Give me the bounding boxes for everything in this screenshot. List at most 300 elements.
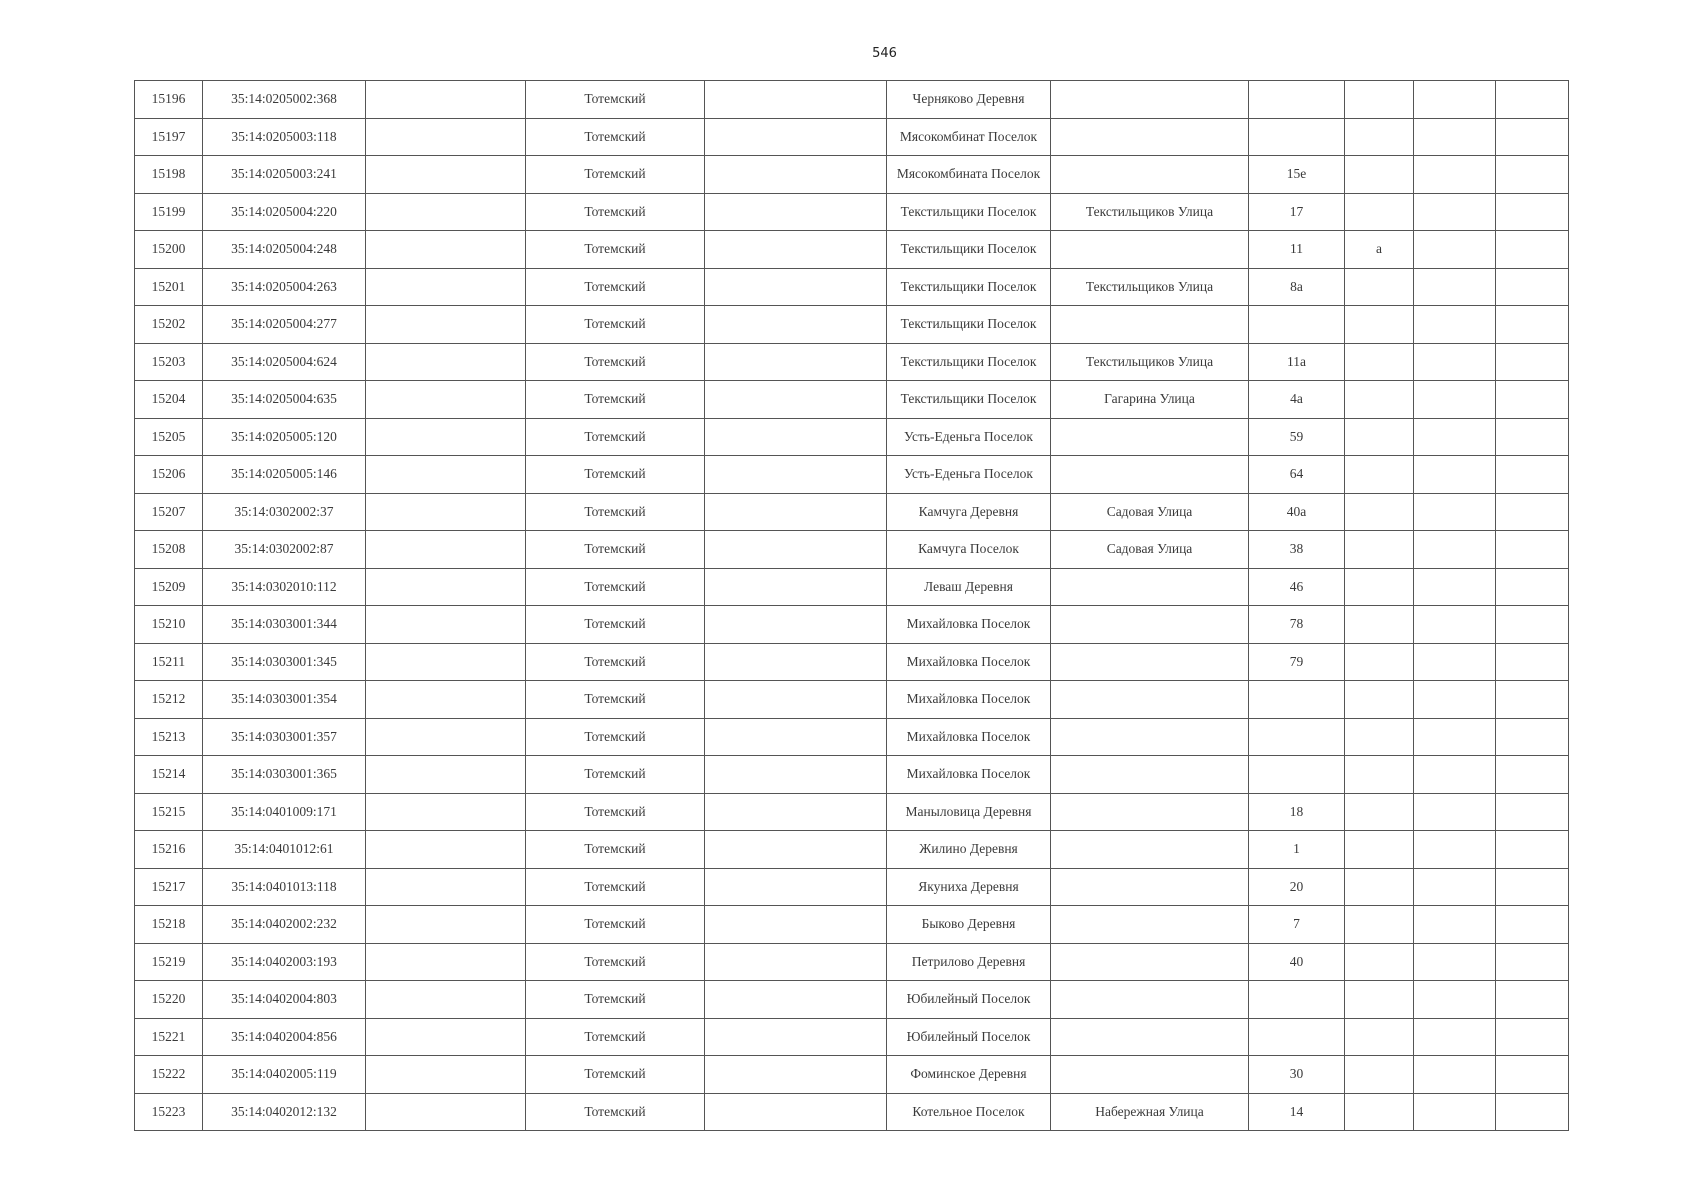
- row-number-cell: 15211: [135, 643, 203, 681]
- empty-cell: [366, 793, 526, 831]
- house-number-cell: [1249, 1018, 1345, 1056]
- cadastral-number-cell: 35:14:0302010:112: [203, 568, 366, 606]
- empty-cell: [1496, 718, 1569, 756]
- street-cell: Набережная Улица: [1051, 1093, 1249, 1131]
- table-row: [135, 456, 1569, 494]
- empty-cell: [1414, 343, 1496, 381]
- cadastral-number-cell: 35:14:0402002:232: [203, 906, 366, 944]
- table-row: [135, 568, 1569, 606]
- district-cell: Тотемский: [526, 868, 705, 906]
- house-number-cell: 8а: [1249, 268, 1345, 306]
- empty-cell: [366, 606, 526, 644]
- letter-cell: [1345, 606, 1414, 644]
- cadastral-number-cell: 35:14:0205004:635: [203, 381, 366, 419]
- cadastral-number-cell: 35:14:0302002:87: [203, 531, 366, 569]
- registry-table: [134, 80, 1569, 1131]
- empty-cell: [1414, 1018, 1496, 1056]
- empty-cell: [366, 81, 526, 119]
- empty-cell: [705, 118, 887, 156]
- cadastral-number-cell: 35:14:0401012:61: [203, 831, 366, 869]
- empty-cell: [366, 568, 526, 606]
- empty-cell: [366, 1056, 526, 1094]
- locality-cell: Текстильщики Поселок: [887, 381, 1051, 419]
- house-number-cell: [1249, 118, 1345, 156]
- house-number-cell: 11: [1249, 231, 1345, 269]
- table-row: [135, 1056, 1569, 1094]
- table-row: [135, 868, 1569, 906]
- table-row: [135, 268, 1569, 306]
- empty-cell: [1496, 981, 1569, 1019]
- street-cell: [1051, 906, 1249, 944]
- house-number-cell: 38: [1249, 531, 1345, 569]
- house-number-cell: [1249, 306, 1345, 344]
- table-row: [135, 493, 1569, 531]
- empty-cell: [366, 231, 526, 269]
- table-row: [135, 231, 1569, 269]
- empty-cell: [705, 231, 887, 269]
- empty-cell: [1414, 118, 1496, 156]
- district-cell: Тотемский: [526, 493, 705, 531]
- row-number-cell: 15214: [135, 756, 203, 794]
- district-cell: Тотемский: [526, 568, 705, 606]
- empty-cell: [705, 1018, 887, 1056]
- empty-cell: [705, 756, 887, 794]
- house-number-cell: 20: [1249, 868, 1345, 906]
- locality-cell: Черняково Деревня: [887, 81, 1051, 119]
- district-cell: Тотемский: [526, 793, 705, 831]
- empty-cell: [1414, 906, 1496, 944]
- street-cell: Текстильщиков Улица: [1051, 193, 1249, 231]
- empty-cell: [1496, 868, 1569, 906]
- empty-cell: [705, 718, 887, 756]
- table-row: [135, 793, 1569, 831]
- empty-cell: [705, 531, 887, 569]
- cadastral-number-cell: 35:14:0205004:248: [203, 231, 366, 269]
- empty-cell: [366, 268, 526, 306]
- row-number-cell: 15219: [135, 943, 203, 981]
- empty-cell: [1496, 343, 1569, 381]
- row-number-cell: 15202: [135, 306, 203, 344]
- cadastral-number-cell: 35:14:0303001:344: [203, 606, 366, 644]
- district-cell: Тотемский: [526, 1093, 705, 1131]
- district-cell: Тотемский: [526, 643, 705, 681]
- locality-cell: Текстильщики Поселок: [887, 193, 1051, 231]
- empty-cell: [1496, 268, 1569, 306]
- table-row: [135, 831, 1569, 869]
- letter-cell: [1345, 531, 1414, 569]
- row-number-cell: 15221: [135, 1018, 203, 1056]
- empty-cell: [1414, 681, 1496, 719]
- empty-cell: [366, 343, 526, 381]
- empty-cell: [1496, 306, 1569, 344]
- letter-cell: [1345, 1018, 1414, 1056]
- locality-cell: Фоминское Деревня: [887, 1056, 1051, 1094]
- empty-cell: [1496, 81, 1569, 119]
- letter-cell: [1345, 418, 1414, 456]
- empty-cell: [1414, 418, 1496, 456]
- district-cell: Тотемский: [526, 831, 705, 869]
- table-row: [135, 981, 1569, 1019]
- house-number-cell: 14: [1249, 1093, 1345, 1131]
- table-row: [135, 906, 1569, 944]
- empty-cell: [705, 156, 887, 194]
- letter-cell: [1345, 681, 1414, 719]
- empty-cell: [366, 906, 526, 944]
- empty-cell: [705, 868, 887, 906]
- row-number-cell: 15220: [135, 981, 203, 1019]
- street-cell: [1051, 418, 1249, 456]
- locality-cell: Юбилейный Поселок: [887, 981, 1051, 1019]
- district-cell: Тотемский: [526, 306, 705, 344]
- district-cell: Тотемский: [526, 118, 705, 156]
- district-cell: Тотемский: [526, 606, 705, 644]
- empty-cell: [1414, 531, 1496, 569]
- empty-cell: [1496, 231, 1569, 269]
- row-number-cell: 15207: [135, 493, 203, 531]
- empty-cell: [1414, 306, 1496, 344]
- empty-cell: [705, 306, 887, 344]
- row-number-cell: 15208: [135, 531, 203, 569]
- table-row: [135, 1093, 1569, 1131]
- table-row: [135, 156, 1569, 194]
- letter-cell: [1345, 343, 1414, 381]
- cadastral-number-cell: 35:14:0303001:345: [203, 643, 366, 681]
- cadastral-number-cell: 35:14:0205004:220: [203, 193, 366, 231]
- table-row: [135, 306, 1569, 344]
- street-cell: [1051, 306, 1249, 344]
- empty-cell: [1414, 1056, 1496, 1094]
- street-cell: [1051, 981, 1249, 1019]
- empty-cell: [705, 268, 887, 306]
- street-cell: Садовая Улица: [1051, 531, 1249, 569]
- street-cell: Текстильщиков Улица: [1051, 268, 1249, 306]
- empty-cell: [705, 643, 887, 681]
- house-number-cell: 79: [1249, 643, 1345, 681]
- empty-cell: [1496, 568, 1569, 606]
- empty-cell: [1496, 118, 1569, 156]
- house-number-cell: 1: [1249, 831, 1345, 869]
- district-cell: Тотемский: [526, 1056, 705, 1094]
- house-number-cell: [1249, 981, 1345, 1019]
- locality-cell: Михайловка Поселок: [887, 756, 1051, 794]
- row-number-cell: 15217: [135, 868, 203, 906]
- locality-cell: Юбилейный Поселок: [887, 1018, 1051, 1056]
- empty-cell: [1414, 156, 1496, 194]
- empty-cell: [1496, 831, 1569, 869]
- empty-cell: [1496, 643, 1569, 681]
- empty-cell: [705, 906, 887, 944]
- locality-cell: Михайловка Поселок: [887, 606, 1051, 644]
- empty-cell: [1496, 606, 1569, 644]
- empty-cell: [705, 831, 887, 869]
- empty-cell: [366, 456, 526, 494]
- letter-cell: [1345, 568, 1414, 606]
- empty-cell: [705, 343, 887, 381]
- letter-cell: [1345, 268, 1414, 306]
- row-number-cell: 15212: [135, 681, 203, 719]
- house-number-cell: 78: [1249, 606, 1345, 644]
- cadastral-number-cell: 35:14:0205004:263: [203, 268, 366, 306]
- row-number-cell: 15200: [135, 231, 203, 269]
- cadastral-number-cell: 35:14:0402005:119: [203, 1056, 366, 1094]
- empty-cell: [705, 981, 887, 1019]
- row-number-cell: 15213: [135, 718, 203, 756]
- cadastral-number-cell: 35:14:0401009:171: [203, 793, 366, 831]
- empty-cell: [705, 456, 887, 494]
- house-number-cell: [1249, 681, 1345, 719]
- locality-cell: Текстильщики Поселок: [887, 268, 1051, 306]
- letter-cell: [1345, 906, 1414, 944]
- row-number-cell: 15223: [135, 1093, 203, 1131]
- cadastral-number-cell: 35:14:0303001:357: [203, 718, 366, 756]
- letter-cell: [1345, 156, 1414, 194]
- district-cell: Тотемский: [526, 906, 705, 944]
- row-number-cell: 15198: [135, 156, 203, 194]
- locality-cell: Михайловка Поселок: [887, 718, 1051, 756]
- empty-cell: [1496, 156, 1569, 194]
- district-cell: Тотемский: [526, 718, 705, 756]
- empty-cell: [366, 381, 526, 419]
- empty-cell: [705, 793, 887, 831]
- district-cell: Тотемский: [526, 231, 705, 269]
- district-cell: Тотемский: [526, 343, 705, 381]
- empty-cell: [1414, 793, 1496, 831]
- district-cell: Тотемский: [526, 456, 705, 494]
- row-number-cell: 15201: [135, 268, 203, 306]
- letter-cell: [1345, 643, 1414, 681]
- row-number-cell: 15218: [135, 906, 203, 944]
- table-row: [135, 756, 1569, 794]
- empty-cell: [1496, 456, 1569, 494]
- empty-cell: [366, 306, 526, 344]
- street-cell: [1051, 793, 1249, 831]
- letter-cell: [1345, 793, 1414, 831]
- locality-cell: Мясокомбинат Поселок: [887, 118, 1051, 156]
- row-number-cell: 15216: [135, 831, 203, 869]
- cadastral-number-cell: 35:14:0402003:193: [203, 943, 366, 981]
- empty-cell: [1496, 381, 1569, 419]
- empty-cell: [366, 531, 526, 569]
- empty-cell: [366, 118, 526, 156]
- empty-cell: [1414, 606, 1496, 644]
- district-cell: Тотемский: [526, 756, 705, 794]
- empty-cell: [1414, 456, 1496, 494]
- empty-cell: [1414, 493, 1496, 531]
- street-cell: [1051, 718, 1249, 756]
- empty-cell: [1496, 1056, 1569, 1094]
- letter-cell: [1345, 493, 1414, 531]
- table-row: [135, 681, 1569, 719]
- table-row: [135, 606, 1569, 644]
- empty-cell: [366, 643, 526, 681]
- empty-cell: [705, 1093, 887, 1131]
- locality-cell: Текстильщики Поселок: [887, 306, 1051, 344]
- locality-cell: Камчуга Деревня: [887, 493, 1051, 531]
- district-cell: Тотемский: [526, 268, 705, 306]
- row-number-cell: 15196: [135, 81, 203, 119]
- cadastral-number-cell: 35:14:0205005:146: [203, 456, 366, 494]
- empty-cell: [705, 193, 887, 231]
- table-row: [135, 643, 1569, 681]
- street-cell: [1051, 606, 1249, 644]
- empty-cell: [705, 568, 887, 606]
- house-number-cell: 59: [1249, 418, 1345, 456]
- cadastral-number-cell: 35:14:0205002:368: [203, 81, 366, 119]
- locality-cell: Жилино Деревня: [887, 831, 1051, 869]
- house-number-cell: 18: [1249, 793, 1345, 831]
- row-number-cell: 15199: [135, 193, 203, 231]
- street-cell: Текстильщиков Улица: [1051, 343, 1249, 381]
- cadastral-number-cell: 35:14:0205003:241: [203, 156, 366, 194]
- letter-cell: [1345, 456, 1414, 494]
- district-cell: Тотемский: [526, 681, 705, 719]
- row-number-cell: 15210: [135, 606, 203, 644]
- letter-cell: [1345, 756, 1414, 794]
- street-cell: [1051, 756, 1249, 794]
- locality-cell: Быково Деревня: [887, 906, 1051, 944]
- row-number-cell: 15215: [135, 793, 203, 831]
- row-number-cell: 15205: [135, 418, 203, 456]
- empty-cell: [1496, 1093, 1569, 1131]
- district-cell: Тотемский: [526, 81, 705, 119]
- locality-cell: Усть-Еденьга Поселок: [887, 456, 1051, 494]
- locality-cell: Михайловка Поселок: [887, 681, 1051, 719]
- table-row: [135, 118, 1569, 156]
- empty-cell: [705, 606, 887, 644]
- empty-cell: [1414, 718, 1496, 756]
- house-number-cell: 46: [1249, 568, 1345, 606]
- district-cell: Тотемский: [526, 418, 705, 456]
- table-row: [135, 381, 1569, 419]
- letter-cell: [1345, 1093, 1414, 1131]
- empty-cell: [366, 1018, 526, 1056]
- street-cell: Гагарина Улица: [1051, 381, 1249, 419]
- empty-cell: [705, 1056, 887, 1094]
- letter-cell: [1345, 718, 1414, 756]
- empty-cell: [705, 681, 887, 719]
- empty-cell: [366, 1093, 526, 1131]
- empty-cell: [366, 981, 526, 1019]
- empty-cell: [705, 81, 887, 119]
- empty-cell: [705, 381, 887, 419]
- table-row: [135, 193, 1569, 231]
- house-number-cell: [1249, 756, 1345, 794]
- letter-cell: [1345, 306, 1414, 344]
- district-cell: Тотемский: [526, 1018, 705, 1056]
- house-number-cell: 17: [1249, 193, 1345, 231]
- locality-cell: Мясокомбината Поселок: [887, 156, 1051, 194]
- empty-cell: [366, 868, 526, 906]
- empty-cell: [366, 493, 526, 531]
- table-row: [135, 718, 1569, 756]
- locality-cell: Леваш Деревня: [887, 568, 1051, 606]
- row-number-cell: 15204: [135, 381, 203, 419]
- street-cell: [1051, 868, 1249, 906]
- empty-cell: [1496, 418, 1569, 456]
- cadastral-number-cell: 35:14:0402004:803: [203, 981, 366, 1019]
- empty-cell: [1414, 231, 1496, 269]
- house-number-cell: 40: [1249, 943, 1345, 981]
- cadastral-number-cell: 35:14:0205005:120: [203, 418, 366, 456]
- street-cell: [1051, 681, 1249, 719]
- street-cell: [1051, 231, 1249, 269]
- street-cell: [1051, 1056, 1249, 1094]
- empty-cell: [705, 493, 887, 531]
- locality-cell: Камчуга Поселок: [887, 531, 1051, 569]
- locality-cell: Усть-Еденьга Поселок: [887, 418, 1051, 456]
- district-cell: Тотемский: [526, 943, 705, 981]
- empty-cell: [1496, 681, 1569, 719]
- street-cell: [1051, 81, 1249, 119]
- street-cell: [1051, 943, 1249, 981]
- empty-cell: [366, 831, 526, 869]
- cadastral-number-cell: 35:14:0303001:354: [203, 681, 366, 719]
- empty-cell: [1496, 531, 1569, 569]
- locality-cell: Михайловка Поселок: [887, 643, 1051, 681]
- house-number-cell: 40а: [1249, 493, 1345, 531]
- row-number-cell: 15197: [135, 118, 203, 156]
- empty-cell: [1414, 643, 1496, 681]
- cadastral-number-cell: 35:14:0205004:624: [203, 343, 366, 381]
- district-cell: Тотемский: [526, 193, 705, 231]
- house-number-cell: 30: [1249, 1056, 1345, 1094]
- empty-cell: [1414, 193, 1496, 231]
- street-cell: [1051, 156, 1249, 194]
- empty-cell: [1414, 1093, 1496, 1131]
- page-number: 546: [872, 46, 897, 61]
- cadastral-number-cell: 35:14:0303001:365: [203, 756, 366, 794]
- street-cell: [1051, 118, 1249, 156]
- street-cell: [1051, 1018, 1249, 1056]
- empty-cell: [1414, 981, 1496, 1019]
- empty-cell: [1496, 1018, 1569, 1056]
- row-number-cell: 15206: [135, 456, 203, 494]
- letter-cell: а: [1345, 231, 1414, 269]
- table-row: [135, 943, 1569, 981]
- empty-cell: [1496, 756, 1569, 794]
- empty-cell: [1496, 906, 1569, 944]
- letter-cell: [1345, 381, 1414, 419]
- row-number-cell: 15203: [135, 343, 203, 381]
- table-row: [135, 343, 1569, 381]
- house-number-cell: 4а: [1249, 381, 1345, 419]
- letter-cell: [1345, 868, 1414, 906]
- locality-cell: Текстильщики Поселок: [887, 231, 1051, 269]
- street-cell: [1051, 456, 1249, 494]
- house-number-cell: [1249, 718, 1345, 756]
- empty-cell: [1496, 793, 1569, 831]
- empty-cell: [366, 193, 526, 231]
- empty-cell: [1414, 81, 1496, 119]
- empty-cell: [1414, 568, 1496, 606]
- registry-table-body: [135, 81, 1569, 1131]
- house-number-cell: [1249, 81, 1345, 119]
- locality-cell: Текстильщики Поселок: [887, 343, 1051, 381]
- cadastral-number-cell: 35:14:0401013:118: [203, 868, 366, 906]
- empty-cell: [1496, 493, 1569, 531]
- street-cell: Садовая Улица: [1051, 493, 1249, 531]
- empty-cell: [705, 418, 887, 456]
- empty-cell: [366, 943, 526, 981]
- empty-cell: [366, 156, 526, 194]
- street-cell: [1051, 568, 1249, 606]
- district-cell: Тотемский: [526, 156, 705, 194]
- empty-cell: [1414, 381, 1496, 419]
- letter-cell: [1345, 118, 1414, 156]
- row-number-cell: 15222: [135, 1056, 203, 1094]
- district-cell: Тотемский: [526, 381, 705, 419]
- letter-cell: [1345, 831, 1414, 869]
